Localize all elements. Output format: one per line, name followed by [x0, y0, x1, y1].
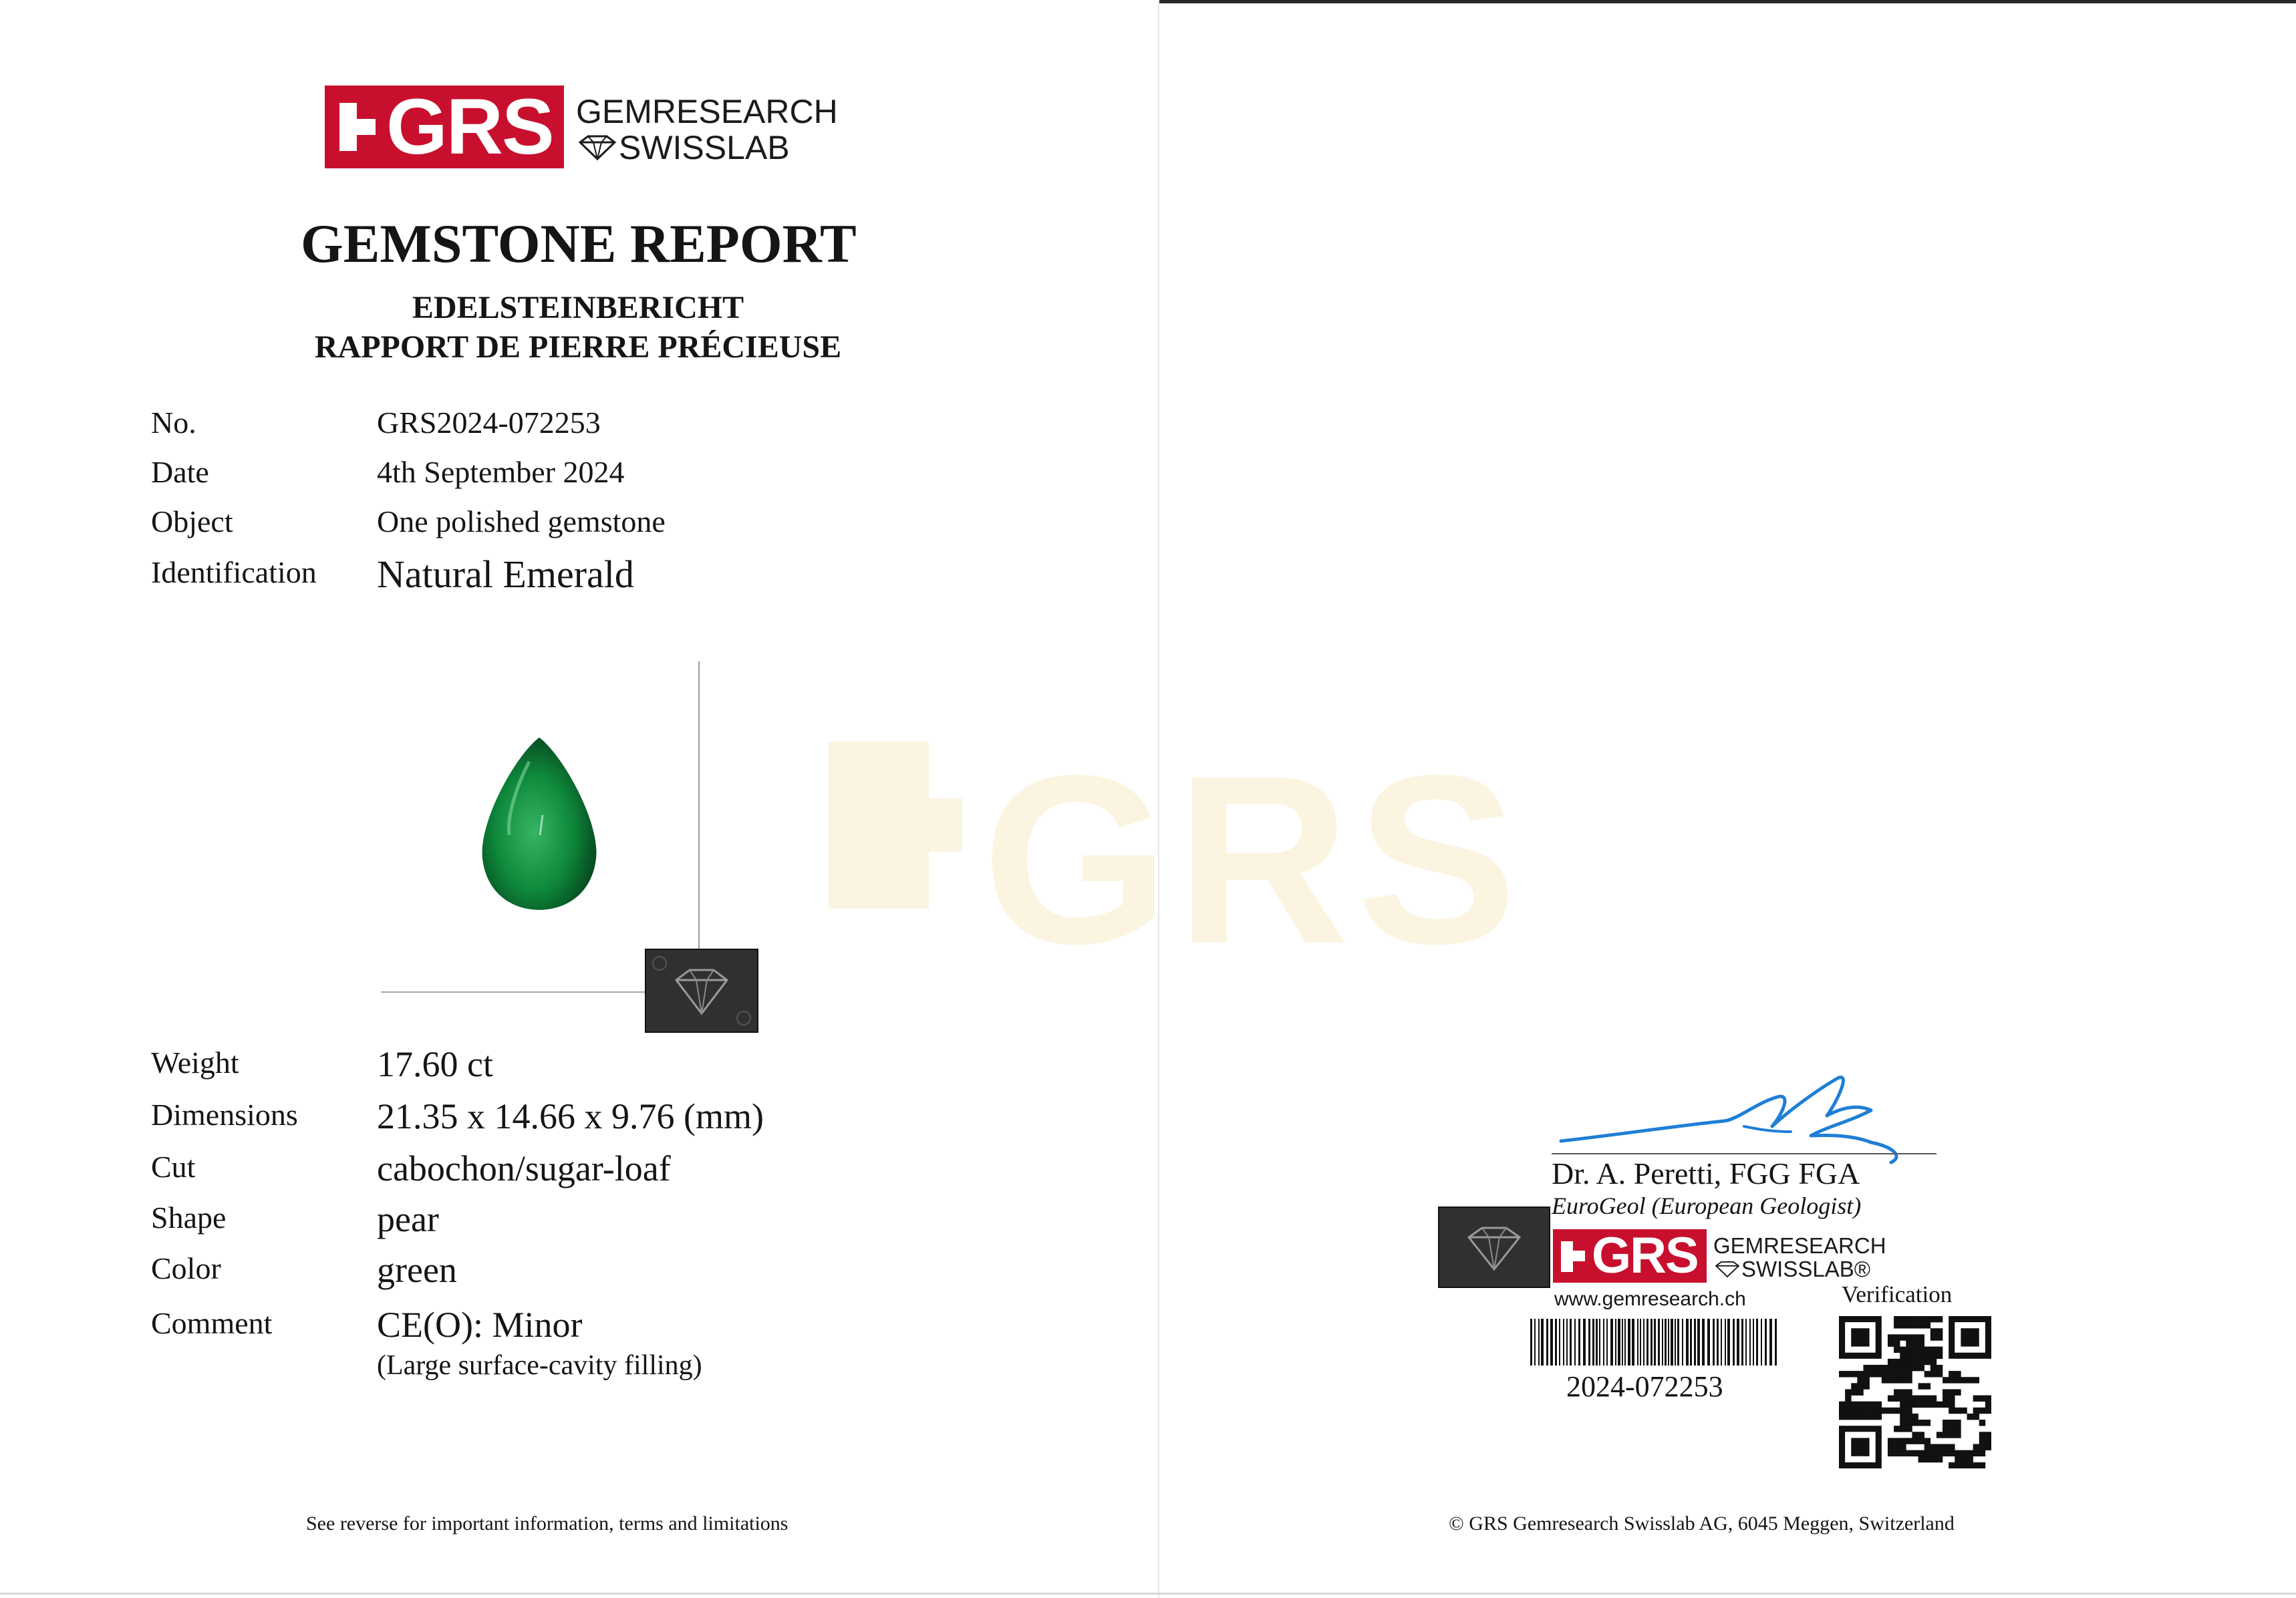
field-label-shape: Shape	[151, 1201, 227, 1235]
field-value-object: One polished gemstone	[377, 504, 666, 538]
field-label-number: No.	[151, 406, 196, 440]
signature-line	[1552, 1153, 1936, 1154]
scan-bottom-edge	[0, 1593, 2296, 1595]
swiss-cross-icon	[339, 103, 357, 151]
logo-line-swisslab: SWISSLAB	[619, 129, 790, 166]
barcode	[1530, 1319, 1779, 1366]
verification-label: Verification	[1842, 1281, 1953, 1307]
field-value-weight: 17.60 ct	[377, 1044, 493, 1084]
field-value-comment: CE(O): Minor	[377, 1305, 583, 1345]
grs-logo-text: GRS	[386, 83, 553, 171]
stamp-hologram-diamond-icon	[1439, 1208, 1549, 1287]
field-value-identification: Natural Emerald	[377, 552, 634, 596]
photo-frame-horizontal-line	[381, 991, 648, 993]
stamp-logo-line-gemresearch: GEMRESEARCH	[1713, 1233, 1886, 1258]
website-link[interactable]: www.gemresearch.ch	[1554, 1288, 1746, 1310]
field-value-cut: cabochon/sugar-loaf	[377, 1148, 671, 1188]
field-label-cut: Cut	[151, 1150, 196, 1184]
watermark-text: GRS	[982, 726, 1524, 994]
report-subtitle-de: EDELSTEINBERICHT	[412, 290, 744, 325]
field-label-dimensions: Dimensions	[151, 1098, 298, 1132]
field-value-color: green	[377, 1250, 457, 1290]
logo-line-gemresearch: GEMRESEARCH	[576, 93, 838, 130]
report-subtitle-fr: RAPPORT DE PIERRE PRÉCIEUSE	[314, 329, 842, 365]
stamp-logo-wordmark	[1713, 1235, 1886, 1280]
barcode-number: 2024-072253	[1566, 1370, 1723, 1403]
field-label-comment: Comment	[151, 1306, 273, 1340]
field-value-shape: pear	[377, 1199, 439, 1239]
verification-qr-code[interactable]	[1839, 1316, 1991, 1468]
signatory-name: Dr. A. Peretti, FGG FGA	[1552, 1156, 1860, 1190]
stamp-hologram-sticker	[1438, 1207, 1550, 1288]
emerald-gemstone-image	[476, 735, 603, 913]
footer-copyright: © GRS Gemresearch Swisslab AG, 6045 Meggen, Switzerland	[1449, 1512, 1955, 1535]
field-label-object: Object	[151, 504, 233, 538]
field-label-weight: Weight	[151, 1046, 239, 1080]
field-value-number: GRS2024-072253	[377, 406, 601, 440]
field-value-date: 4th September 2024	[377, 455, 625, 489]
hologram-diamond-icon	[646, 950, 757, 1031]
field-label-color: Color	[151, 1251, 221, 1285]
stamp-diamond-icon	[1713, 1261, 1741, 1278]
diamond-icon	[576, 134, 619, 161]
grs-logo-wordmark	[576, 95, 838, 164]
field-label-date: Date	[151, 455, 209, 489]
footer-reverse-note: See reverse for important information, terms and limitations	[306, 1512, 788, 1535]
stamp-logo-line-swisslab: SWISSLAB®	[1741, 1257, 1871, 1281]
hologram-sticker	[645, 949, 758, 1033]
report-title: GEMSTONE REPORT	[301, 213, 857, 274]
watermark-cross-arm	[895, 798, 962, 852]
field-value-dimensions: 21.35 x 14.66 x 9.76 (mm)	[377, 1096, 764, 1136]
grs-logo-mark	[325, 83, 564, 171]
photo-frame-vertical-line	[698, 661, 700, 955]
stamp-grs-logo-mark	[1553, 1229, 1707, 1283]
field-value-comment-note: (Large surface-cavity filling)	[377, 1350, 702, 1381]
signatory-title: EuroGeol (European Geologist)	[1552, 1192, 1862, 1219]
field-label-identification: Identification	[151, 555, 317, 589]
stamp-grs-logo-text: GRS	[1592, 1227, 1698, 1284]
scan-top-edge	[1159, 0, 2296, 3]
